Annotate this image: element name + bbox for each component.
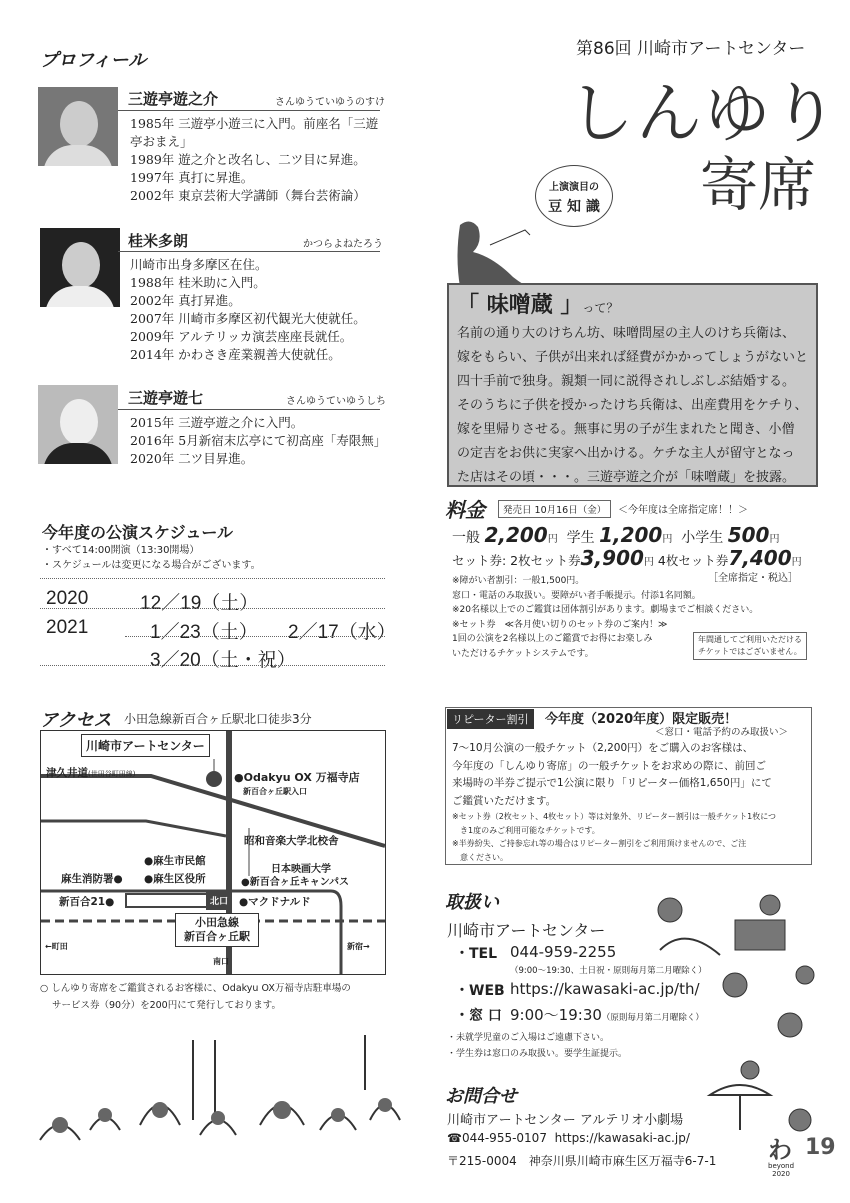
event-title: しんゆり — [568, 75, 840, 152]
performer-name: 三遊亭遊之介 — [128, 90, 219, 108]
repeater-subtitle: ＜窓口・電話予約のみ取扱い＞ — [655, 727, 789, 738]
performer-name: 三遊亭遊七 — [128, 389, 204, 407]
schedule-year: 2020 — [46, 588, 89, 609]
performer-photo — [40, 228, 120, 307]
price-row: 一般 2,200円 学生 1,200円 小学生 500円 — [452, 523, 780, 547]
set-price-row: セット券: 2枚セット券3,900円 4枚セット券7,400円 — [452, 546, 802, 570]
repeater-text: 7～10月公演の一般チケット（2,200円）をご購入のお客様は、 今年度の「しんゆり寄席」の一般チケットをお求めの際に、前回ご 来場時の半券ご提示で1公演に限り「リピーター価格1,650円」にて ご鑑賞いただけます。 — [452, 742, 772, 807]
contact-phone[interactable]: ☎044-955-0107 — [447, 1131, 547, 1145]
access-heading: アクセス — [40, 710, 112, 731]
access-subtitle: 小田急線新百合ヶ丘駅北口徒歩3分 — [124, 712, 312, 726]
performer-bio: 1985年 三遊亭小遊三に入門。前座名「三遊 亭おまえ」 1989年 遊之介と改名し、二ツ目に昇進。 1997年 真打に昇進。 2002年 東京芸術大学講師（舞台芸術論） — [130, 116, 379, 203]
illustration-figure — [450, 215, 540, 290]
price-notes: ※障がい者割引：一般1,500円。 窓口・電話のみ取扱い。要障がい者手帳提示。付添1名同額。 ※20名様以上でのご鑑賞は団体割引があります。劇場までご相談ください。 ※セット券 ≪各月使い切りのセット券のご案内！≫ 1回の公演を2名様以上のご鑑賞でお得にお楽しみ いただけるチケットシステムです。 — [452, 576, 759, 659]
set-ticket-note: 年間通してご利用いただける チケットではございません。 — [693, 632, 807, 660]
performer-photo — [38, 87, 118, 166]
speech-bubble: 上演演目の 豆 知 識 — [535, 165, 613, 227]
seat-notice: ＜今年度は全席指定席！！＞ — [618, 505, 748, 516]
sales-heading: 取扱い — [445, 892, 499, 913]
price-heading: 料金 — [445, 498, 485, 522]
performer-kana: さんゆうていゆうしち — [286, 396, 386, 407]
performer-name: 桂米多朗 — [128, 232, 189, 250]
sale-date: 発売日 10月16日（金） — [498, 500, 611, 518]
window-label: ・窓 口 — [455, 1008, 502, 1024]
contact-address: 〒215-0004 神奈川県川崎市麻生区万福寺6-7-1 — [447, 1154, 717, 1168]
edition-title: 第86回 川崎市アートセンター — [576, 39, 806, 59]
illustration-procession — [30, 1030, 430, 1190]
tel-hours: （9:00～19:30、土日祝・原則毎月第二月曜除く） — [510, 966, 707, 976]
performer-kana: かつらよねたろう — [303, 239, 383, 250]
trivia-box: 「 味噌蔵 」って？ 名前の通り大のけちん坊、味噌問屋の主人のけち兵衛は、 嫁をもらい、子供が出来れば経費がかかってしょうがないと 四十手前で独身。親類一同に説得されしぶしぶ結婚する。 そのうちに子供を授かったけち兵衛は、出産費用をケチり、 嫁を里帰りさせる。無事に男の子が生まれたと聞き、小僧 の定吉をお供に実家へ出かける。ケチな主人が留守となっ た店はその頃・・・。三遊亭遊之介が「味噌蔵」を披露。 — [447, 283, 818, 487]
schedule-date: 3／20（土・祝） — [150, 650, 296, 671]
schedule-year: 2021 — [46, 617, 89, 638]
repeater-notes: ※セット券（2枚セット、4枚セット）等は対象外、リピーター割引は一般チケット1枚につ き1度のみご利用可能なチケットです。 ※半券紛失、ご持参忘れ等の場合はリピーター割引をご利用頂けませんので、ご注 意ください。 — [452, 812, 777, 862]
performer-bio: 川崎市出身多摩区在住。 1988年 桂米助に入門。 2002年 真打昇進。 2007年 川崎市多摩区初代観光大使就任。 2009年 アルテリッカ演芸座座長就任。 2014年 かわさき産業親善大使就任。 — [130, 257, 366, 362]
web-label: ・WEB — [455, 983, 505, 999]
performer-kana: さんゆうていゆうのすけ — [275, 97, 385, 108]
event-title-2: 寄席 — [700, 151, 817, 219]
tel-label: ・TEL — [455, 946, 498, 962]
contact-heading: お問合せ — [445, 1086, 517, 1107]
access-map: 川崎市アートセンター 津久井道(世田谷町田線) ●Odakyu OX 万福寺店 新百合ヶ丘駅入口 昭和音楽大学北校舎 ●麻生市民館 麻生消防署● ●麻生区役所 日本映画大学 ●新百合ヶ丘キャンパス 新百合21● 北口 ●マクドナルド 小田急線 新百合ヶ丘駅 南口 ←町田 新宿→ — [40, 730, 386, 975]
repeater-tag: リピーター割引 — [447, 709, 534, 729]
schedule-notes: ・すべて14:00開演（13:30開場） ・スケジュールは変更になる場合がございます。 — [42, 545, 261, 571]
web-link[interactable]: https://kawasaki-ac.jp/th/ — [510, 980, 700, 998]
tel-number[interactable]: 044-959-2255 — [510, 943, 617, 961]
schedule-date: 1／23（土） — [150, 622, 258, 643]
schedule-heading: 今年度の公演スケジュール — [42, 523, 234, 542]
beyond-logo: わ — [768, 1136, 792, 1164]
schedule-date: 12／19（土） — [140, 593, 259, 614]
window-hours: 9:00～19:30（原則毎月第二月曜除く） — [510, 1006, 704, 1024]
shinyuri-logo: 19 — [805, 1135, 836, 1160]
contact-org: 川崎市アートセンター アルテリオ小劇場 — [447, 1113, 684, 1128]
illustration-characters — [640, 890, 830, 1160]
access-note: ○ しんゆり寄席をご鑑賞されるお客様に、Odakyu OX万福寺店駐車場の サービス券（90分）を200円にて発行しております。 — [40, 983, 351, 1011]
beyond-logo-text: beyond 2020 — [768, 1162, 795, 1178]
contact-url[interactable]: https://kawasaki-ac.jp/ — [554, 1131, 690, 1145]
schedule-date: 2／17（水） — [288, 622, 396, 643]
repeater-title: 今年度（2020年度）限定販売！ — [545, 712, 738, 727]
performer-bio: 2015年 三遊亭遊之介に入門。 2016年 5月新宿末広亭にて初高座「寿限無」 2020年 二ツ目昇進。 — [130, 415, 387, 466]
sales-notes: ・未就学児童のご入場はご遠慮下さい。 ・学生券は窓口のみ取扱い。要学生証提示。 — [447, 1033, 628, 1059]
sales-org: 川崎市アートセンター — [447, 921, 606, 940]
performer-photo — [38, 385, 118, 464]
tax-note: ［全席指定・税込］ — [708, 573, 798, 584]
profile-heading: プロフィール — [40, 50, 147, 71]
